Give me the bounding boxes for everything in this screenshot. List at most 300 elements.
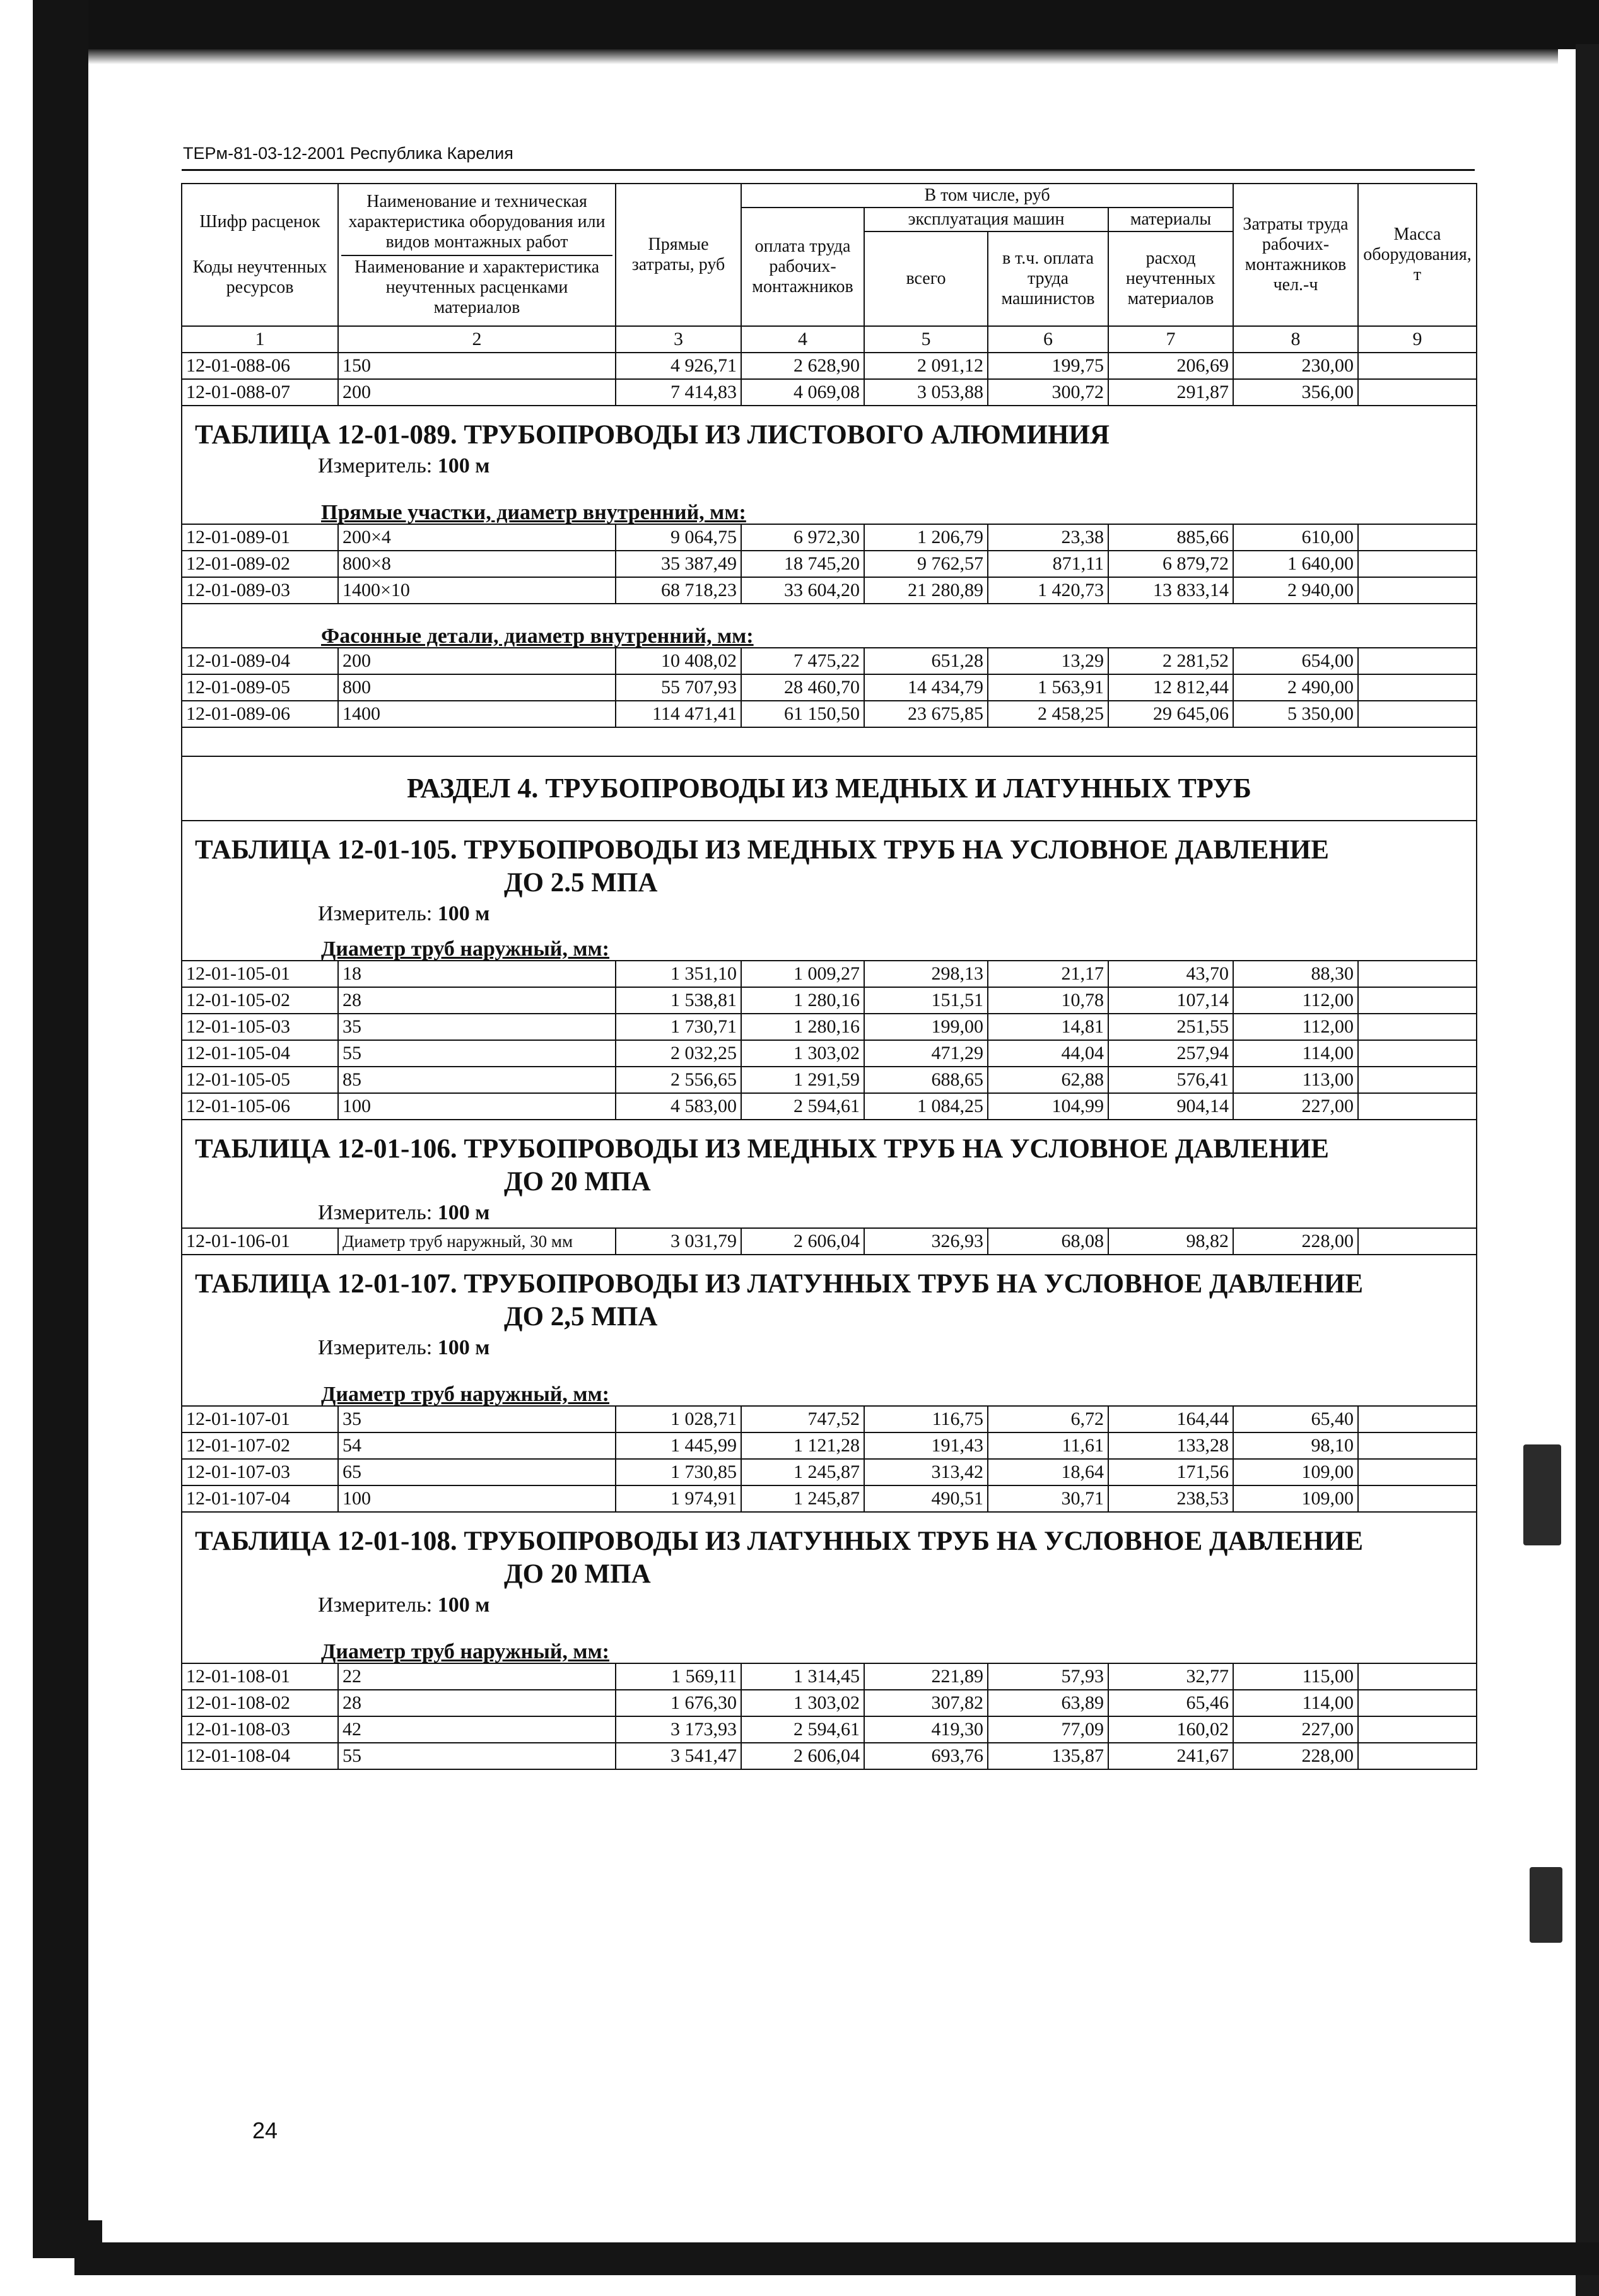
- row-mass: [1358, 1459, 1477, 1485]
- table-title-line: ТАБЛИЦА 12-01-089. ТРУБОПРОВОДЫ ИЗ ЛИСТОВОГО АЛЮМИНИЯ: [195, 420, 1110, 450]
- row-mass: [1358, 1093, 1477, 1120]
- row-labor-pay: 7 475,22: [741, 648, 864, 674]
- row-mass: [1358, 1743, 1477, 1769]
- row-labor-pay: 2 594,61: [741, 1716, 864, 1743]
- row-labor-hours: 1 640,00: [1233, 551, 1358, 577]
- row-mass: [1358, 987, 1477, 1014]
- row-direct-costs: 4 926,71: [616, 353, 741, 379]
- row-code: 12-01-105-06: [182, 1093, 338, 1120]
- row-direct-costs: 2 556,65: [616, 1067, 741, 1093]
- row-mass: [1358, 353, 1477, 379]
- row-name: 800×8: [338, 551, 616, 577]
- row-name: 22: [338, 1663, 616, 1690]
- row-code: 12-01-088-07: [182, 379, 338, 406]
- row-machinists-pay: 135,87: [988, 1743, 1108, 1769]
- row-machinists-pay: 21,17: [988, 961, 1108, 987]
- meter-label: Измеритель:: [318, 902, 433, 925]
- row-labor-hours: 227,00: [1233, 1093, 1358, 1120]
- row-mass: [1358, 1040, 1477, 1067]
- meter-label: Измеритель:: [318, 454, 433, 477]
- col-number: 4: [741, 326, 864, 353]
- row-labor-hours: 227,00: [1233, 1716, 1358, 1743]
- table-row: [182, 1459, 1477, 1485]
- row-direct-costs: 1 730,71: [616, 1014, 741, 1040]
- row-labor-hours: 115,00: [1233, 1663, 1358, 1690]
- row-code: 12-01-106-01: [182, 1228, 338, 1255]
- row-machines: 23 675,85: [864, 701, 988, 727]
- subsection-row: [182, 928, 1477, 961]
- col-number: 5: [864, 326, 988, 353]
- row-materials: 206,69: [1108, 353, 1233, 379]
- col-number: 1: [182, 326, 338, 353]
- row-mass: [1358, 1406, 1477, 1432]
- row-name: 200: [338, 379, 616, 406]
- table-row: [182, 1690, 1477, 1716]
- row-materials: 32,77: [1108, 1663, 1233, 1690]
- meter: [182, 452, 1477, 481]
- header-unaccounted-materials: расход неучтенных материалов: [1108, 231, 1233, 326]
- row-labor-hours: 228,00: [1233, 1228, 1358, 1255]
- subsection-row: [182, 1631, 1477, 1663]
- row-direct-costs: 1 676,30: [616, 1690, 741, 1716]
- table-title-line: ДО 20 МПА: [504, 1559, 651, 1589]
- col-number: 8: [1233, 326, 1358, 353]
- table-title-line: ТАБЛИЦА 12-01-106. ТРУБОПРОВОДЫ ИЗ МЕДНЫХ ТРУБ НА УСЛОВНОЕ ДАВЛЕНИЕ: [195, 1134, 1329, 1164]
- row-machines: 326,93: [864, 1228, 988, 1255]
- row-machines: 419,30: [864, 1716, 988, 1743]
- row-machines: 307,82: [864, 1690, 988, 1716]
- row-name: 150: [338, 353, 616, 379]
- row-labor-pay: 2 606,04: [741, 1228, 864, 1255]
- row-machines: 313,42: [864, 1459, 988, 1485]
- page-number: 24: [252, 2117, 278, 2143]
- row-direct-costs: 9 064,75: [616, 524, 741, 551]
- table-title: [182, 1120, 1477, 1198]
- table-row: [182, 551, 1477, 577]
- row-machines: 3 053,88: [864, 379, 988, 406]
- row-direct-costs: 114 471,41: [616, 701, 741, 727]
- row-machines: 199,00: [864, 1014, 988, 1040]
- row-mass: [1358, 551, 1477, 577]
- row-direct-costs: 1 974,91: [616, 1485, 741, 1512]
- row-code: 12-01-107-03: [182, 1459, 338, 1485]
- spacer-row: [182, 604, 1477, 616]
- row-name: 100: [338, 1093, 616, 1120]
- subsection-row: [182, 1374, 1477, 1406]
- row-labor-hours: 356,00: [1233, 379, 1358, 406]
- row-materials: 257,94: [1108, 1040, 1233, 1067]
- row-code: 12-01-107-04: [182, 1485, 338, 1512]
- row-labor-hours: 230,00: [1233, 353, 1358, 379]
- row-labor-hours: 228,00: [1233, 1743, 1358, 1769]
- table-row: [182, 1716, 1477, 1743]
- scan-artifact: [1523, 1444, 1561, 1545]
- row-name: Диаметр труб наружный, 30 мм: [338, 1228, 616, 1255]
- table-row: [182, 1663, 1477, 1690]
- meter-row: [182, 452, 1477, 481]
- table-row: [182, 1406, 1477, 1432]
- row-direct-costs: 1 445,99: [616, 1432, 741, 1459]
- meter: [182, 1333, 1477, 1362]
- table-row: [182, 1014, 1477, 1040]
- row-name: 100: [338, 1485, 616, 1512]
- header-machinists-pay: в т.ч. оплата труда машинистов: [988, 231, 1108, 326]
- row-mass: [1358, 1485, 1477, 1512]
- table-row: [182, 1228, 1477, 1255]
- row-machinists-pay: 23,38: [988, 524, 1108, 551]
- row-machinists-pay: 14,81: [988, 1014, 1108, 1040]
- subsection-row: [182, 492, 1477, 524]
- row-code: 12-01-089-01: [182, 524, 338, 551]
- row-mass: [1358, 961, 1477, 987]
- row-machinists-pay: 63,89: [988, 1690, 1108, 1716]
- row-machinists-pay: 30,71: [988, 1485, 1108, 1512]
- table-row: [182, 1093, 1477, 1120]
- row-labor-pay: 1 280,16: [741, 987, 864, 1014]
- row-labor-pay: 61 150,50: [741, 701, 864, 727]
- table-row: [182, 379, 1477, 406]
- header-code-cell: [182, 184, 338, 326]
- row-direct-costs: 4 583,00: [616, 1093, 741, 1120]
- row-labor-pay: 33 604,20: [741, 577, 864, 604]
- col-number: 3: [616, 326, 741, 353]
- spacer: [182, 1620, 1477, 1631]
- meter-value: 100 м: [437, 902, 490, 925]
- row-labor-hours: 112,00: [1233, 987, 1358, 1014]
- row-name: 28: [338, 987, 616, 1014]
- row-machines: 471,29: [864, 1040, 988, 1067]
- row-labor-pay: 1 009,27: [741, 961, 864, 987]
- table-title-line: ДО 20 МПА: [504, 1167, 651, 1197]
- row-direct-costs: 35 387,49: [616, 551, 741, 577]
- row-machines: 116,75: [864, 1406, 988, 1432]
- row-labor-pay: 1 303,02: [741, 1690, 864, 1716]
- row-machinists-pay: 10,78: [988, 987, 1108, 1014]
- row-code: 12-01-107-02: [182, 1432, 338, 1459]
- row-machinists-pay: 13,29: [988, 648, 1108, 674]
- row-machinists-pay: 62,88: [988, 1067, 1108, 1093]
- header-machine-total: всего: [864, 231, 988, 326]
- row-direct-costs: 3 173,93: [616, 1716, 741, 1743]
- row-machinists-pay: 68,08: [988, 1228, 1108, 1255]
- row-mass: [1358, 648, 1477, 674]
- table-row: [182, 577, 1477, 604]
- row-labor-hours: 2 490,00: [1233, 674, 1358, 701]
- table-title-line: ТАБЛИЦА 12-01-105. ТРУБОПРОВОДЫ ИЗ МЕДНЫХ ТРУБ НА УСЛОВНОЕ ДАВЛЕНИЕ: [195, 835, 1329, 865]
- row-code: 12-01-108-03: [182, 1716, 338, 1743]
- row-machines: 651,28: [864, 648, 988, 674]
- row-labor-hours: 114,00: [1233, 1690, 1358, 1716]
- row-machines: 221,89: [864, 1663, 988, 1690]
- row-materials: 291,87: [1108, 379, 1233, 406]
- row-labor-hours: 109,00: [1233, 1459, 1358, 1485]
- row-materials: 6 879,72: [1108, 551, 1233, 577]
- row-labor-pay: 4 069,08: [741, 379, 864, 406]
- row-materials: 43,70: [1108, 961, 1233, 987]
- row-mass: [1358, 1716, 1477, 1743]
- row-direct-costs: 3 031,79: [616, 1228, 741, 1255]
- spacer-row: [182, 481, 1477, 492]
- row-code: 12-01-105-05: [182, 1067, 338, 1093]
- table-title: [182, 406, 1477, 452]
- header-including: В том числе, руб: [741, 184, 1233, 208]
- subsection-row: [182, 616, 1477, 648]
- table-title-line: ТАБЛИЦА 12-01-108. ТРУБОПРОВОДЫ ИЗ ЛАТУННЫХ ТРУБ НА УСЛОВНОЕ ДАВЛЕНИЕ: [195, 1526, 1364, 1556]
- row-machines: 21 280,89: [864, 577, 988, 604]
- scan-border-top: [44, 0, 1599, 49]
- row-machinists-pay: 44,04: [988, 1040, 1108, 1067]
- table-title-line: ДО 2.5 МПА: [504, 868, 658, 898]
- header-rule: [182, 169, 1475, 171]
- subsection-title: Фасонные детали, диаметр внутренний, мм:: [182, 616, 1477, 648]
- row-materials: 160,02: [1108, 1716, 1233, 1743]
- row-machines: 2 091,12: [864, 353, 988, 379]
- table-108-title: [182, 1512, 1477, 1591]
- row-materials: 885,66: [1108, 524, 1233, 551]
- row-code: 12-01-105-04: [182, 1040, 338, 1067]
- table-title: [182, 1255, 1477, 1333]
- row-machinists-pay: 77,09: [988, 1716, 1108, 1743]
- spacer: [182, 604, 1477, 616]
- table-title: [182, 1512, 1477, 1591]
- header-machine-operation: эксплуатация машин: [864, 208, 1108, 231]
- header-code: Шифр расценок: [199, 212, 320, 231]
- header-name-cell: [338, 184, 616, 326]
- row-name: 200: [338, 648, 616, 674]
- row-machinists-pay: 6,72: [988, 1406, 1108, 1432]
- row-labor-pay: 1 245,87: [741, 1459, 864, 1485]
- row-name: 1400: [338, 701, 616, 727]
- table-row: [182, 648, 1477, 674]
- header-name: Наименование и техническая характеристика оборудования или видов монтажных работ: [348, 192, 606, 252]
- table-title: [182, 821, 1477, 899]
- row-materials: 238,53: [1108, 1485, 1233, 1512]
- row-machinists-pay: 1 563,91: [988, 674, 1108, 701]
- row-direct-costs: 10 408,02: [616, 648, 741, 674]
- row-labor-hours: 113,00: [1233, 1067, 1358, 1093]
- row-labor-pay: 2 594,61: [741, 1093, 864, 1120]
- row-machines: 1 206,79: [864, 524, 988, 551]
- row-machines: 298,13: [864, 961, 988, 987]
- table-row: [182, 1067, 1477, 1093]
- row-mass: [1358, 524, 1477, 551]
- row-labor-hours: 98,10: [1233, 1432, 1358, 1459]
- row-mass: [1358, 1014, 1477, 1040]
- row-materials: 241,67: [1108, 1743, 1233, 1769]
- row-name: 18: [338, 961, 616, 987]
- row-labor-hours: 114,00: [1233, 1040, 1358, 1067]
- table-row: [182, 987, 1477, 1014]
- table-title-line: ТАБЛИЦА 12-01-107. ТРУБОПРОВОДЫ ИЗ ЛАТУННЫХ ТРУБ НА УСЛОВНОЕ ДАВЛЕНИЕ: [195, 1269, 1364, 1299]
- row-machines: 1 084,25: [864, 1093, 988, 1120]
- spacer-row: [182, 1362, 1477, 1374]
- meter: [182, 1591, 1477, 1620]
- row-machinists-pay: 104,99: [988, 1093, 1108, 1120]
- row-code: 12-01-108-01: [182, 1663, 338, 1690]
- row-labor-hours: 2 940,00: [1233, 577, 1358, 604]
- scan-border-left: [33, 0, 88, 2246]
- row-mass: [1358, 1067, 1477, 1093]
- meter-row: [182, 1198, 1477, 1228]
- row-code: 12-01-108-02: [182, 1690, 338, 1716]
- row-labor-hours: 109,00: [1233, 1485, 1358, 1512]
- row-machines: 693,76: [864, 1743, 988, 1769]
- row-materials: 164,44: [1108, 1406, 1233, 1432]
- row-labor-pay: 1 303,02: [741, 1040, 864, 1067]
- scan-border-right: [1576, 44, 1599, 2296]
- row-labor-hours: 88,30: [1233, 961, 1358, 987]
- row-mass: [1358, 379, 1477, 406]
- price-table: [181, 183, 1477, 1770]
- meter-value: 100 м: [437, 454, 490, 477]
- row-mass: [1358, 577, 1477, 604]
- table-089-title: [182, 406, 1477, 452]
- meter-row: [182, 899, 1477, 928]
- row-name: 85: [338, 1067, 616, 1093]
- col-number: 2: [338, 326, 616, 353]
- row-mass: [1358, 1690, 1477, 1716]
- table-row: [182, 701, 1477, 727]
- row-labor-pay: 2 628,90: [741, 353, 864, 379]
- row-labor-pay: 2 606,04: [741, 1743, 864, 1769]
- row-labor-hours: 112,00: [1233, 1014, 1358, 1040]
- meter-value: 100 м: [437, 1201, 490, 1224]
- row-code: 12-01-105-03: [182, 1014, 338, 1040]
- row-name: 28: [338, 1690, 616, 1716]
- meter-value: 100 м: [437, 1336, 490, 1359]
- row-direct-costs: 2 032,25: [616, 1040, 741, 1067]
- subsection-title: Диаметр труб наружный, мм:: [182, 1631, 1477, 1663]
- row-machines: 191,43: [864, 1432, 988, 1459]
- row-code: 12-01-107-01: [182, 1406, 338, 1432]
- section-row: [182, 756, 1477, 821]
- row-materials: 576,41: [1108, 1067, 1233, 1093]
- header-labor-costs: Затраты труда рабочих-монтажников чел.-ч: [1233, 184, 1358, 326]
- column-numbers-row: [182, 326, 1477, 353]
- row-materials: 12 812,44: [1108, 674, 1233, 701]
- table-row: [182, 961, 1477, 987]
- scan-border-bottom: [74, 2242, 1599, 2275]
- row-code: 12-01-105-02: [182, 987, 338, 1014]
- table-row: [182, 353, 1477, 379]
- row-direct-costs: 55 707,93: [616, 674, 741, 701]
- row-labor-pay: 1 121,28: [741, 1432, 864, 1459]
- row-name: 42: [338, 1716, 616, 1743]
- table-title-line: ДО 2,5 МПА: [504, 1302, 658, 1332]
- header-labor-pay: оплата труда рабочих-монтажников: [741, 208, 864, 326]
- document-header: ТЕРм-81-03-12-2001 Республика Карелия: [183, 144, 513, 163]
- row-code: 12-01-105-01: [182, 961, 338, 987]
- row-mass: [1358, 1432, 1477, 1459]
- header-mass: Масса оборудования, т: [1358, 184, 1477, 326]
- row-direct-costs: 68 718,23: [616, 577, 741, 604]
- row-labor-pay: 18 745,20: [741, 551, 864, 577]
- row-code: 12-01-088-06: [182, 353, 338, 379]
- row-code: 12-01-089-04: [182, 648, 338, 674]
- row-labor-pay: 1 245,87: [741, 1485, 864, 1512]
- header-direct-costs: Прямые затраты, руб: [616, 184, 741, 326]
- spacer: [182, 481, 1477, 492]
- header-row: [182, 184, 1477, 208]
- section-title: РАЗДЕЛ 4. ТРУБОПРОВОДЫ ИЗ МЕДНЫХ И ЛАТУННЫХ ТРУБ: [182, 756, 1477, 821]
- row-labor-pay: 747,52: [741, 1406, 864, 1432]
- row-labor-pay: 1 314,45: [741, 1663, 864, 1690]
- row-machinists-pay: 199,75: [988, 353, 1108, 379]
- table-row: [182, 1743, 1477, 1769]
- row-direct-costs: 1 730,85: [616, 1459, 741, 1485]
- row-machinists-pay: 1 420,73: [988, 577, 1108, 604]
- subsection-title: Прямые участки, диаметр внутренний, мм:: [182, 492, 1477, 524]
- row-direct-costs: 1 028,71: [616, 1406, 741, 1432]
- row-code: 12-01-089-06: [182, 701, 338, 727]
- row-code: 12-01-089-02: [182, 551, 338, 577]
- row-mass: [1358, 1663, 1477, 1690]
- row-name: 800: [338, 674, 616, 701]
- subsection-title: Диаметр труб наружный, мм:: [182, 1374, 1477, 1406]
- row-materials: 65,46: [1108, 1690, 1233, 1716]
- row-code: 12-01-089-03: [182, 577, 338, 604]
- row-labor-hours: 65,40: [1233, 1406, 1358, 1432]
- row-labor-hours: 610,00: [1233, 524, 1358, 551]
- row-name: 35: [338, 1406, 616, 1432]
- row-name: 65: [338, 1459, 616, 1485]
- row-materials: 13 833,14: [1108, 577, 1233, 604]
- row-direct-costs: 1 351,10: [616, 961, 741, 987]
- table-row: [182, 1040, 1477, 1067]
- scan-artifact: [1530, 1867, 1562, 1943]
- row-labor-pay: 6 972,30: [741, 524, 864, 551]
- row-code: 12-01-089-05: [182, 674, 338, 701]
- row-mass: [1358, 701, 1477, 727]
- row-name: 54: [338, 1432, 616, 1459]
- col-number: 6: [988, 326, 1108, 353]
- col-number: 7: [1108, 326, 1233, 353]
- header-resource-codes: Коды неучтенных ресурсов: [192, 257, 327, 297]
- header-resource-names: Наименование и характеристика неучтенных расценками материалов: [341, 255, 612, 318]
- row-direct-costs: 7 414,83: [616, 379, 741, 406]
- row-machinists-pay: 18,64: [988, 1459, 1108, 1485]
- row-name: 55: [338, 1743, 616, 1769]
- row-machines: 9 762,57: [864, 551, 988, 577]
- table-row: [182, 1432, 1477, 1459]
- row-materials: 98,82: [1108, 1228, 1233, 1255]
- meter-row: [182, 1591, 1477, 1620]
- row-mass: [1358, 674, 1477, 701]
- row-labor-pay: 28 460,70: [741, 674, 864, 701]
- row-machinists-pay: 871,11: [988, 551, 1108, 577]
- row-materials: 251,55: [1108, 1014, 1233, 1040]
- table-row: [182, 524, 1477, 551]
- row-machinists-pay: 2 458,25: [988, 701, 1108, 727]
- row-machinists-pay: 11,61: [988, 1432, 1108, 1459]
- row-name: 35: [338, 1014, 616, 1040]
- meter: [182, 899, 1477, 928]
- table-106-title: [182, 1120, 1477, 1198]
- table-row: [182, 1485, 1477, 1512]
- meter-label: Измеритель:: [318, 1336, 433, 1359]
- row-name: 1400×10: [338, 577, 616, 604]
- row-machines: 688,65: [864, 1067, 988, 1093]
- row-labor-pay: 1 291,59: [741, 1067, 864, 1093]
- row-materials: 904,14: [1108, 1093, 1233, 1120]
- row-name: 200×4: [338, 524, 616, 551]
- table-row: [182, 674, 1477, 701]
- blank-row: [182, 727, 1477, 756]
- row-machinists-pay: 300,72: [988, 379, 1108, 406]
- row-labor-hours: 5 350,00: [1233, 701, 1358, 727]
- meter-value: 100 м: [437, 1593, 490, 1617]
- scan-border-corner: [33, 2220, 102, 2258]
